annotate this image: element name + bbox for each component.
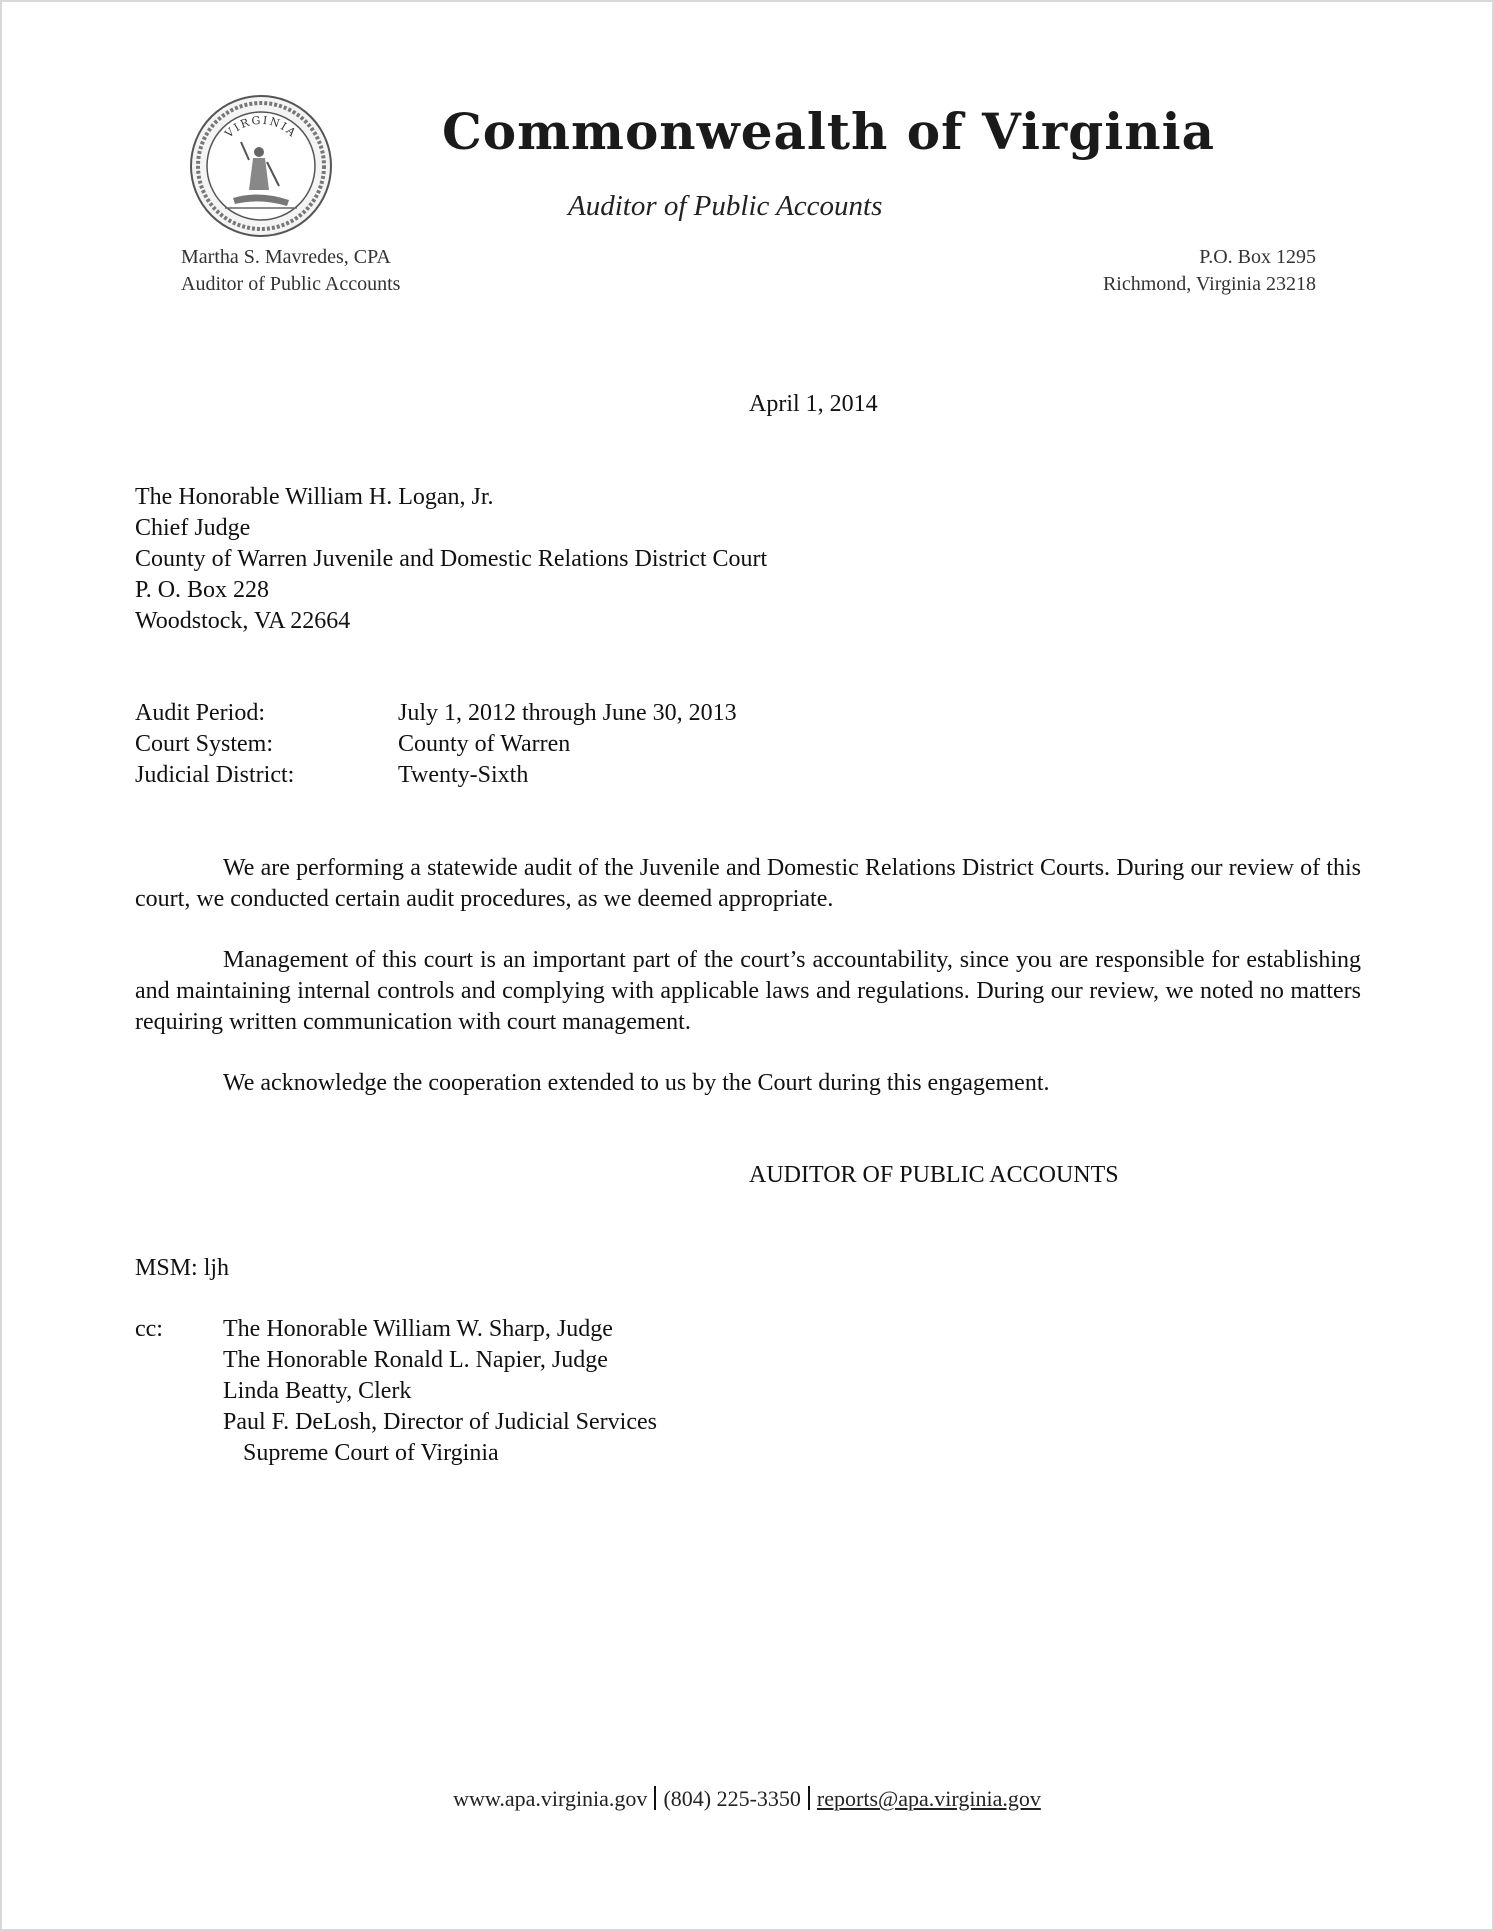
letterhead-title: Commonwealth of Virginia bbox=[442, 102, 1215, 161]
footer-contact bbox=[2, 1786, 1492, 1812]
body-paragraph bbox=[135, 945, 1361, 1038]
cc-label: cc: bbox=[135, 1316, 163, 1342]
audit-info-values bbox=[398, 698, 737, 791]
po-box: P.O. Box 1295 bbox=[1199, 246, 1316, 268]
audit-period-label: Audit Period: bbox=[135, 700, 265, 726]
court-system-value: County of Warren bbox=[398, 731, 571, 757]
paragraph-text: Management of this court is an important part of the court’s accountability, since you are responsible for establishing and maintaining internal controls and complying with applicable laws and regulations. During our review, we noted no matters requiring written communication with court management. bbox=[135, 947, 1361, 1035]
cc-item: Supreme Court of Virginia bbox=[243, 1440, 499, 1466]
court-system-label: Court System: bbox=[135, 731, 274, 757]
judicial-district-label: Judicial District: bbox=[135, 762, 295, 788]
audit-info-labels bbox=[135, 698, 294, 791]
city-state-zip: Richmond, Virginia 23218 bbox=[1102, 273, 1316, 295]
cc-item: The Honorable Ronald L. Napier, Judge bbox=[223, 1347, 608, 1373]
footer-phone: (804) 225-3350 bbox=[663, 1786, 801, 1811]
audit-period-value: July 1, 2012 through June 30, 2013 bbox=[398, 700, 737, 726]
footer-website-link[interactable]: www.apa.virginia.gov bbox=[453, 1786, 648, 1811]
recipient-line: The Honorable William H. Logan, Jr. bbox=[135, 484, 494, 510]
body-paragraph bbox=[135, 853, 1361, 915]
recipient-line: Chief Judge bbox=[135, 515, 251, 541]
mailing-address-block bbox=[1103, 244, 1316, 298]
cc-item: Paul F. DeLosh, Director of Judicial Services bbox=[223, 1409, 657, 1435]
footer-divider bbox=[654, 1786, 656, 1810]
paragraph-text: We acknowledge the cooperation extended to us by the Court during this engagement. bbox=[223, 1070, 1050, 1096]
letterhead-subtitle: Auditor of Public Accounts bbox=[568, 190, 883, 222]
recipient-line: County of Warren Juvenile and Domestic Relations District Court bbox=[135, 546, 768, 572]
recipient-line: Woodstock, VA 22664 bbox=[135, 608, 351, 634]
auditor-block bbox=[181, 244, 400, 298]
recipient-line: P. O. Box 228 bbox=[135, 577, 270, 603]
body-paragraph bbox=[135, 1068, 1361, 1099]
footer-divider bbox=[808, 1786, 810, 1810]
footer-email-link[interactable]: reports@apa.virginia.gov bbox=[816, 1786, 1041, 1811]
paragraph-text: We are performing a statewide audit of the Juvenile and Domestic Relations District Courts. During our review of this court, we conducted certain audit procedures, as we deemed appropriate. bbox=[135, 855, 1361, 912]
auditor-name: Martha S. Mavredes, CPA bbox=[181, 246, 391, 268]
virginia-seal-icon bbox=[189, 94, 333, 238]
cc-item: The Honorable William W. Sharp, Judge bbox=[223, 1316, 613, 1342]
seal-text: VIRGINIA bbox=[222, 113, 300, 141]
letter-date: April 1, 2014 bbox=[749, 391, 878, 417]
cc-list bbox=[223, 1314, 657, 1469]
signature-block: AUDITOR OF PUBLIC ACCOUNTS bbox=[749, 1162, 1119, 1188]
recipient-address bbox=[135, 482, 767, 637]
cc-item: Linda Beatty, Clerk bbox=[223, 1378, 412, 1404]
auditor-title: Auditor of Public Accounts bbox=[181, 273, 401, 295]
judicial-district-value: Twenty-Sixth bbox=[398, 762, 529, 788]
reference-initials: MSM: ljh bbox=[135, 1255, 230, 1281]
